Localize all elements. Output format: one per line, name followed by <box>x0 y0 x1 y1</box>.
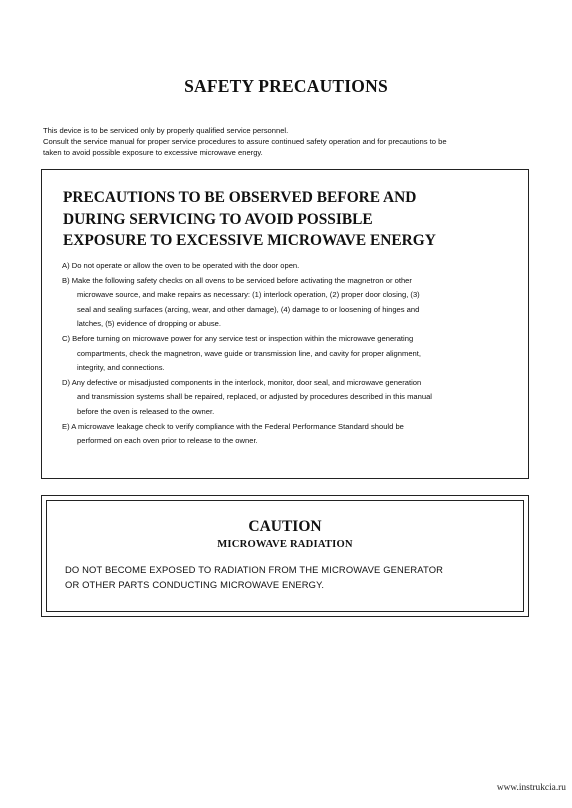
caution-subtitle: MICROWAVE RADIATION <box>217 539 353 550</box>
precaution-item-c <box>62 332 517 376</box>
item-line: B) Make the following safety checks on all ovens to be serviced before activating the magnetron or other <box>62 275 412 285</box>
item-line: C) Before turning on microwave power for any service test or inspection within the microwave generating <box>62 333 414 343</box>
caution-line: DO NOT BECOME EXPOSED TO RADIATION FROM THE MICROWAVE GENERATOR <box>65 564 444 575</box>
precaution-item-e <box>62 420 517 449</box>
item-line: before the oven is released to the owner. <box>77 406 215 416</box>
item-line: integrity, and connections. <box>77 363 165 373</box>
item-line: performed on each oven prior to release to the owner. <box>77 436 258 446</box>
caution-title: CAUTION <box>248 518 322 535</box>
item-line: latches, (5) evidence of dropping or abuse. <box>77 319 221 329</box>
item-line: microwave source, and make repairs as necessary: (1) interlock operation, (2) proper door closing, (3) <box>77 290 420 300</box>
precaution-item-b <box>62 274 517 332</box>
intro-line: Consult the service manual for proper service procedures to assure continued safety operation and for precautions to be <box>43 137 447 146</box>
watermark: www.instrukcia.ru <box>496 783 566 793</box>
item-line: compartments, check the magnetron, wave guide or transmission line, and cavity for proper alignment, <box>77 348 421 358</box>
intro-line: This device is to be serviced only by properly qualified service personnel. <box>43 126 289 135</box>
page-title: SAFETY PRECAUTIONS <box>184 76 388 96</box>
heading-line: EXPOSURE TO EXCESSIVE MICROWAVE ENERGY <box>63 232 436 249</box>
item-line: seal and sealing surfaces (arcing, wear, and other damage), (4) damage to or loosening of hinges and <box>77 304 420 314</box>
item-line: E) A microwave leakage check to verify compliance with the Federal Performance Standard should be <box>62 421 404 431</box>
intro-text <box>43 125 543 158</box>
item-line: A) Do not operate or allow the oven to be operated with the door open. <box>62 261 300 270</box>
caution-body <box>65 563 443 592</box>
heading-line: DURING SERVICING TO AVOID POSSIBLE <box>63 210 373 228</box>
caution-inner-border <box>46 500 524 612</box>
heading-line: PRECAUTIONS TO BE OBSERVED BEFORE AND <box>63 189 417 206</box>
item-line: and transmission systems shall be repaired, replaced, or adjusted by procedures described in this manual <box>77 392 432 402</box>
caution-box <box>41 495 529 617</box>
item-line: D) Any defective or misadjusted components in the interlock, monitor, door seal, and microwave generation <box>62 377 422 387</box>
caution-line: OR OTHER PARTS CONDUCTING MICROWAVE ENERGY. <box>65 578 325 590</box>
precaution-item-a <box>62 259 517 274</box>
precautions-list <box>62 259 517 449</box>
precautions-heading <box>63 187 436 252</box>
precaution-item-d <box>62 376 517 420</box>
intro-line: taken to avoid possible exposure to excessive microwave energy. <box>43 148 263 157</box>
precautions-box <box>41 169 529 479</box>
